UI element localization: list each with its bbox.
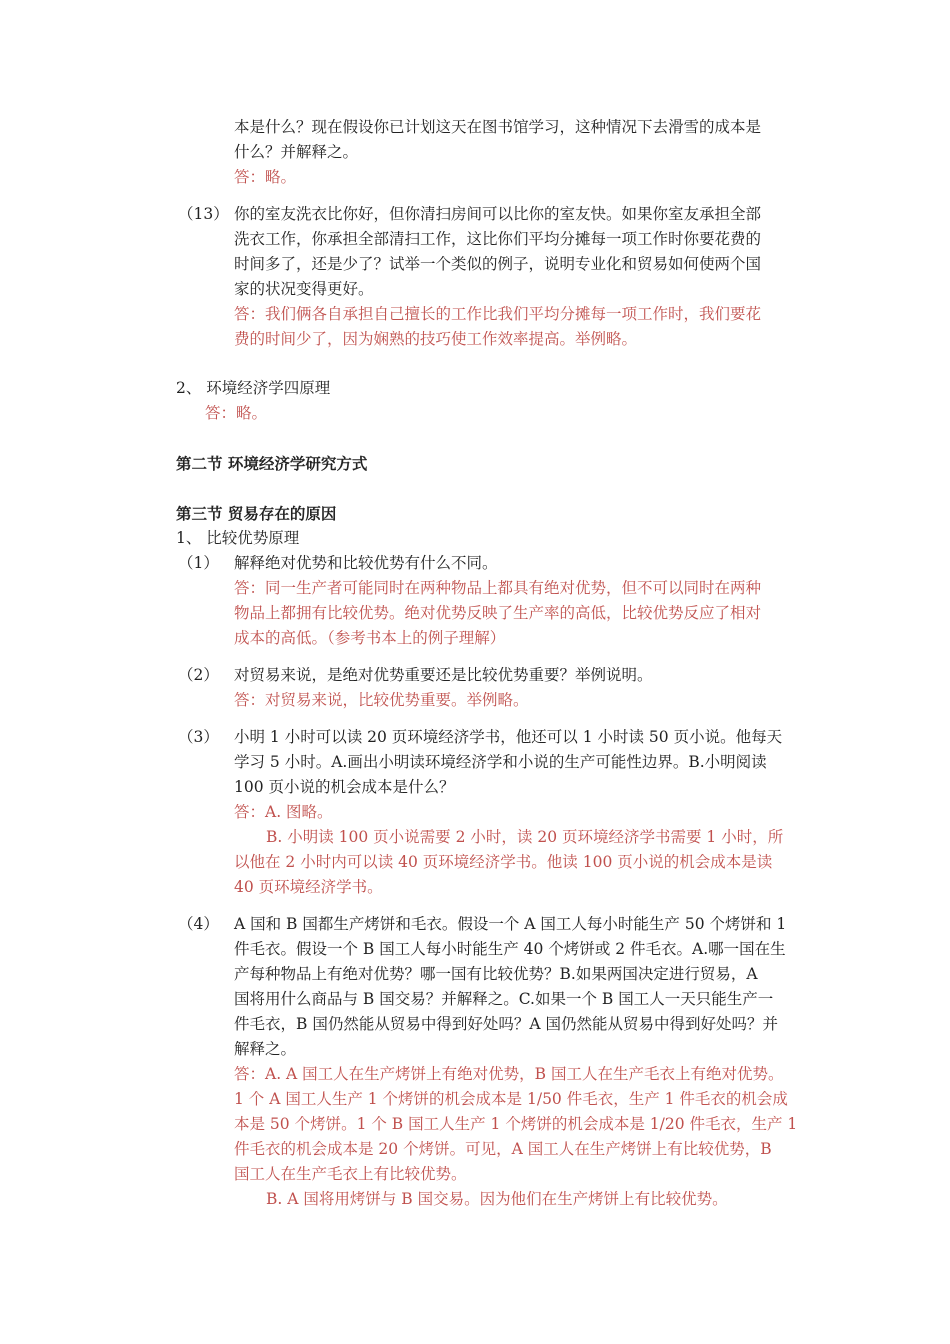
q13-answer-1: 答：我们俩各自承担自己擅长的工作比我们平均分摊每一项工作时，我们要花: [234, 305, 762, 323]
q1-answer-2: 物品上都拥有比较优势。绝对优势反映了生产率的高低，比较优势反应了相对: [234, 604, 762, 622]
q13-line-3: 时间多了，还是少了？试举一个类似的例子，说明专业化和贸易如何使两个国: [234, 255, 762, 273]
q1-question: 解释绝对优势和比较优势有什么不同。: [234, 554, 498, 572]
q1-number: （1）: [178, 554, 219, 572]
q13-answer-2: 费的时间少了，因为娴熟的技巧使工作效率提高。举例略。: [234, 330, 638, 348]
q3-answer-3: 以他在 2 小时内可以读 40 页环境经济学书。他读 100 页小说的机会成本是读: [234, 853, 773, 871]
section-3-heading: 第三节 贸易存在的原因: [176, 505, 337, 523]
q3-line-2: 学习 5 小时。A.画出小明读环境经济学和小说的生产可能性边界。B.小明阅读: [234, 753, 767, 771]
q4-line-2: 件毛衣。假设一个 B 国工人每小时能生产 40 个烤饼或 2 件毛衣。A.哪一国在生: [234, 940, 786, 958]
q3-line-3: 100 页小说的机会成本是什么？: [234, 778, 455, 796]
item2-title: 2、 环境经济学四原理: [176, 379, 331, 397]
q3-number: （3）: [178, 728, 219, 746]
q3-answer-4: 40 页环境经济学书。: [234, 878, 383, 896]
item1-title: 1、 比较优势原理: [176, 529, 300, 547]
q4-line-3: 产每种物品上有绝对优势？哪一国有比较优势？B.如果两国决定进行贸易，A: [234, 965, 758, 983]
section-2-heading: 第二节 环境经济学研究方式: [176, 455, 368, 473]
q13-line-4: 家的状况变得更好。: [234, 280, 374, 298]
q13-number: （13）: [178, 205, 229, 223]
q4-answer-2: 1 个 A 国工人生产 1 个烤饼的机会成本是 1/50 件毛衣，生产 1 件毛衣的机会成: [234, 1090, 788, 1108]
q4-answer-1: 答：A. A 国工人在生产烤饼上有绝对优势，B 国工人在生产毛衣上有绝对优势。: [234, 1065, 784, 1083]
q4-answer-4: 件毛衣的机会成本是 20 个烤饼。可见，A 国工人在生产烤饼上有比较优势，B: [234, 1140, 772, 1158]
q3-line-1: 小明 1 小时可以读 20 页环境经济学书，他还可以 1 小时读 50 页小说。他每天: [234, 728, 783, 746]
q4-line-1: A 国和 B 国都生产烤饼和毛衣。假设一个 A 国工人每小时能生产 50 个烤饼和 1: [234, 915, 787, 933]
q1-answer-1: 答：同一生产者可能同时在两种物品上都具有绝对优势，但不可以同时在两种: [234, 579, 762, 597]
q4-answer-5: 国工人在生产毛衣上有比较优势。: [234, 1165, 467, 1183]
q12-line-2: 什么？并解释之。: [234, 143, 359, 161]
q4-line-5: 件毛衣，B 国仍然能从贸易中得到好处吗？A 国仍然能从贸易中得到好处吗？并: [234, 1015, 778, 1033]
q3-answer-1: 答：A. 图略。: [234, 803, 333, 821]
q4-number: （4）: [178, 915, 219, 933]
q13-line-2: 洗衣工作，你承担全部清扫工作，这比你们平均分摊每一项工作时你要花费的: [234, 230, 762, 248]
q2-number: （2）: [178, 666, 219, 684]
q4-answer-3: 本是 50 个烤饼。1 个 B 国工人生产 1 个烤饼的机会成本是 1/20 件毛衣，生产 1: [234, 1115, 798, 1133]
q12-answer: 答：略。: [234, 168, 297, 186]
q13-line-1: 你的室友洗衣比你好，但你清扫房间可以比你的室友快。如果你室友承担全部: [234, 205, 762, 223]
q4-answer-6: B. A 国将用烤饼与 B 国交易。因为他们在生产烤饼上有比较优势。: [266, 1190, 728, 1208]
q4-line-6: 解释之。: [234, 1040, 297, 1058]
q3-answer-2: B. 小明读 100 页小说需要 2 小时，读 20 页环境经济学书需要 1 小时，所: [266, 828, 784, 846]
item2-answer: 答：略。: [205, 404, 268, 422]
q2-question: 对贸易来说，是绝对优势重要还是比较优势重要？举例说明。: [234, 666, 653, 684]
q12-line-1: 本是什么？现在假设你已计划这天在图书馆学习，这种情况下去滑雪的成本是: [234, 118, 762, 136]
q1-answer-3: 成本的高低。（参考书本上的例子理解）: [234, 629, 506, 647]
q4-line-4: 国将用什么商品与 B 国交易？并解释之。C.如果一个 B 国工人一天只能生产一: [234, 990, 774, 1008]
q2-answer: 答：对贸易来说，比较优势重要。举例略。: [234, 691, 529, 709]
